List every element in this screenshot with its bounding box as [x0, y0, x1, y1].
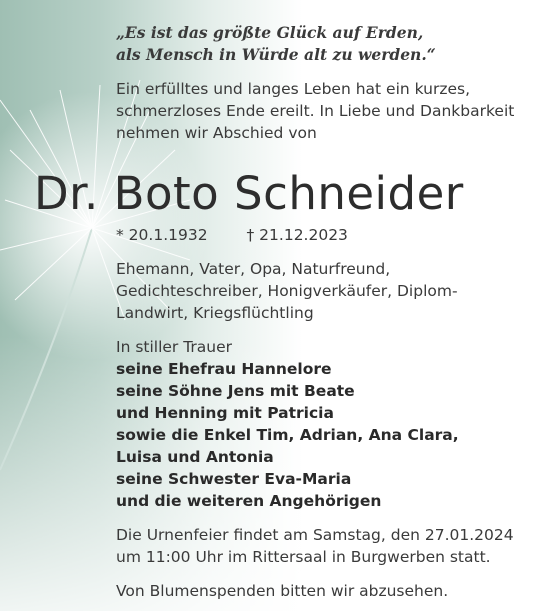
deceased-name: Dr. Boto Schneider — [34, 167, 464, 220]
intro-text — [116, 78, 536, 144]
mourner-line: seine Schwester Eva-Maria — [116, 470, 352, 488]
life-dates — [116, 224, 348, 246]
epigraph-quote — [116, 22, 536, 66]
ceremony-info — [116, 524, 536, 568]
mourners-section — [116, 336, 536, 512]
roles-line: Ehemann, Vater, Opa, Naturfreund, — [116, 260, 391, 278]
intro-line: Ein erfülltes und langes Leben hat ein kurzes, — [116, 80, 471, 98]
flowers-note: Von Blumenspenden bitten wir abzusehen. — [116, 582, 449, 600]
ceremony-line: Die Urnenfeier findet am Samstag, den 27.01.2024 — [116, 526, 514, 544]
mourner-line: seine Ehefrau Hannelore — [116, 360, 332, 378]
birth-date: * 20.1.1932 — [116, 226, 208, 244]
mourner-line: Luisa und Antonia — [116, 448, 274, 466]
mourner-line: und Henning mit Patricia — [116, 404, 334, 422]
obituary-top-section — [116, 22, 536, 156]
mourner-line: sowie die Enkel Tim, Adrian, Ana Clara, — [116, 426, 459, 444]
intro-line: schmerzloses Ende ereilt. In Liebe und Dankbarkeit — [116, 102, 515, 120]
ceremony-line: um 11:00 Uhr im Rittersaal in Burgwerben statt. — [116, 548, 491, 566]
quote-line: „Es ist das größte Glück auf Erden, — [116, 23, 424, 42]
mourner-line: seine Söhne Jens mit Beate — [116, 382, 355, 400]
obituary-lower-section — [116, 258, 536, 602]
quote-line: als Mensch in Würde alt zu werden.“ — [116, 45, 436, 64]
mourner-line: und die weiteren Angehörigen — [116, 492, 382, 510]
intro-line: nehmen wir Abschied von — [116, 124, 317, 142]
death-date: † 21.12.2023 — [246, 226, 348, 244]
roles-line: Landwirt, Kriegsflüchtling — [116, 304, 314, 322]
roles-text — [116, 258, 536, 324]
roles-line: Gedichteschreiber, Honigverkäufer, Diplom- — [116, 282, 458, 300]
mourning-intro: In stiller Trauer — [116, 338, 233, 356]
